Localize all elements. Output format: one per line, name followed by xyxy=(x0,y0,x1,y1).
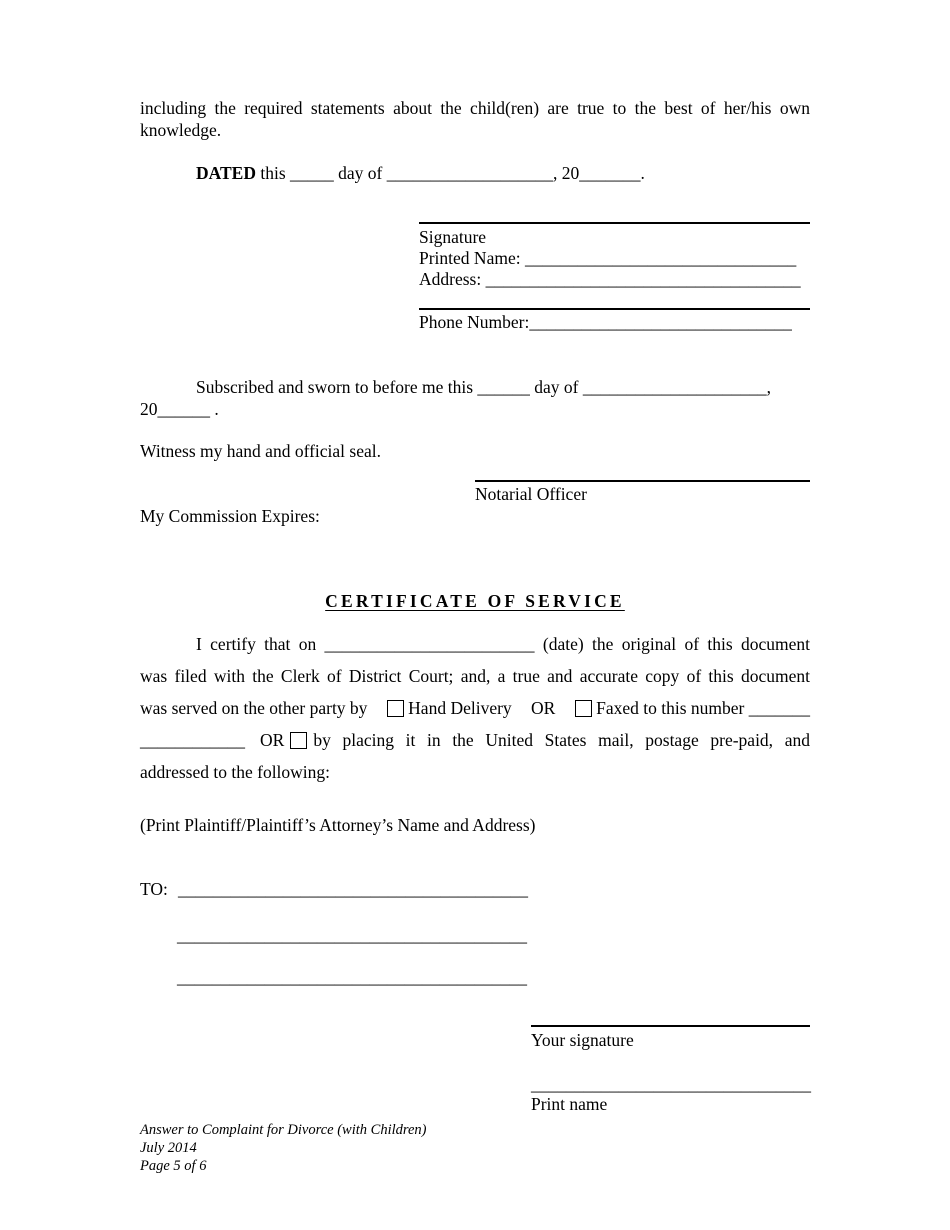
signature-label: Signature xyxy=(419,227,487,247)
footer-date: July 2014 xyxy=(140,1140,197,1156)
hand-delivery-checkbox[interactable] xyxy=(387,700,404,717)
signature-line xyxy=(419,222,810,224)
your-signature-line xyxy=(531,1025,810,1027)
faxed-checkbox[interactable] xyxy=(575,700,592,717)
dated-blanks: this _____ day of ___________________, 20_______. xyxy=(255,163,645,183)
sworn-line-1: Subscribed and sworn to before me this ______ day of _____________________, xyxy=(196,377,771,397)
print-instruction: (Print Plaintiff/Plaintiff’s Attorney’s Name and Address) xyxy=(140,815,536,835)
intro-line-2: knowledge. xyxy=(140,120,222,140)
certificate-line-2: was filed with the Clerk of District Court; and, a true and accurate copy of this document xyxy=(140,666,810,686)
notary-signature-line xyxy=(475,480,810,482)
witness-statement: Witness my hand and official seal. xyxy=(140,441,381,461)
intro-line-1: including the required statements about the child(ren) are true to the best of her/his own xyxy=(140,98,810,118)
certificate-line-1: I certify that on ________________________ (date) the original of this document xyxy=(196,634,810,654)
dated-label: DATED xyxy=(196,163,256,183)
fax-number-blank: ____________ xyxy=(140,730,245,750)
certificate-line-5: addressed to the following: xyxy=(140,762,331,782)
to-address-line-3: ________________________________________ xyxy=(177,967,527,987)
faxed-label: Faxed to this number _______ xyxy=(596,698,810,718)
sworn-line-2: 20______ . xyxy=(140,399,219,419)
address-line-2 xyxy=(419,308,810,310)
faxed-option xyxy=(575,698,810,719)
or-label-2: OR xyxy=(260,730,285,750)
to-address-line-2: ________________________________________ xyxy=(177,925,527,945)
certificate-line-3 xyxy=(140,698,810,719)
print-name-label: Print name xyxy=(531,1094,608,1114)
dated-line xyxy=(196,163,645,184)
hand-delivery-label: Hand Delivery xyxy=(408,698,512,718)
footer-page-number: Page 5 of 6 xyxy=(140,1158,207,1174)
to-label: TO: xyxy=(140,879,168,899)
print-name-line: ________________________________ xyxy=(531,1074,811,1094)
certificate-title: CERTIFICATE OF SERVICE xyxy=(325,591,625,611)
footer xyxy=(140,1121,427,1175)
mail-option xyxy=(290,730,307,751)
served-by-text: was served on the other party by xyxy=(140,698,368,718)
phone-number-field: Phone Number:______________________________ xyxy=(419,312,792,332)
to-address-line-1: ________________________________________ xyxy=(178,879,528,899)
hand-delivery-option xyxy=(387,698,512,719)
printed-name-field: Printed Name: _______________________________ xyxy=(419,248,797,268)
mail-checkbox[interactable] xyxy=(290,732,307,749)
mail-label: by placing it in the United States mail, postage pre-paid, and xyxy=(313,730,810,750)
address-field: Address: ____________________________________ xyxy=(419,269,801,289)
or-label-1: OR xyxy=(531,698,556,718)
certificate-line-4 xyxy=(140,730,810,751)
footer-form-title: Answer to Complaint for Divorce (with Children) xyxy=(140,1122,427,1138)
notarial-officer-label: Notarial Officer xyxy=(475,484,587,504)
commission-expires-label: My Commission Expires: xyxy=(140,506,320,526)
your-signature-label: Your signature xyxy=(531,1030,634,1050)
